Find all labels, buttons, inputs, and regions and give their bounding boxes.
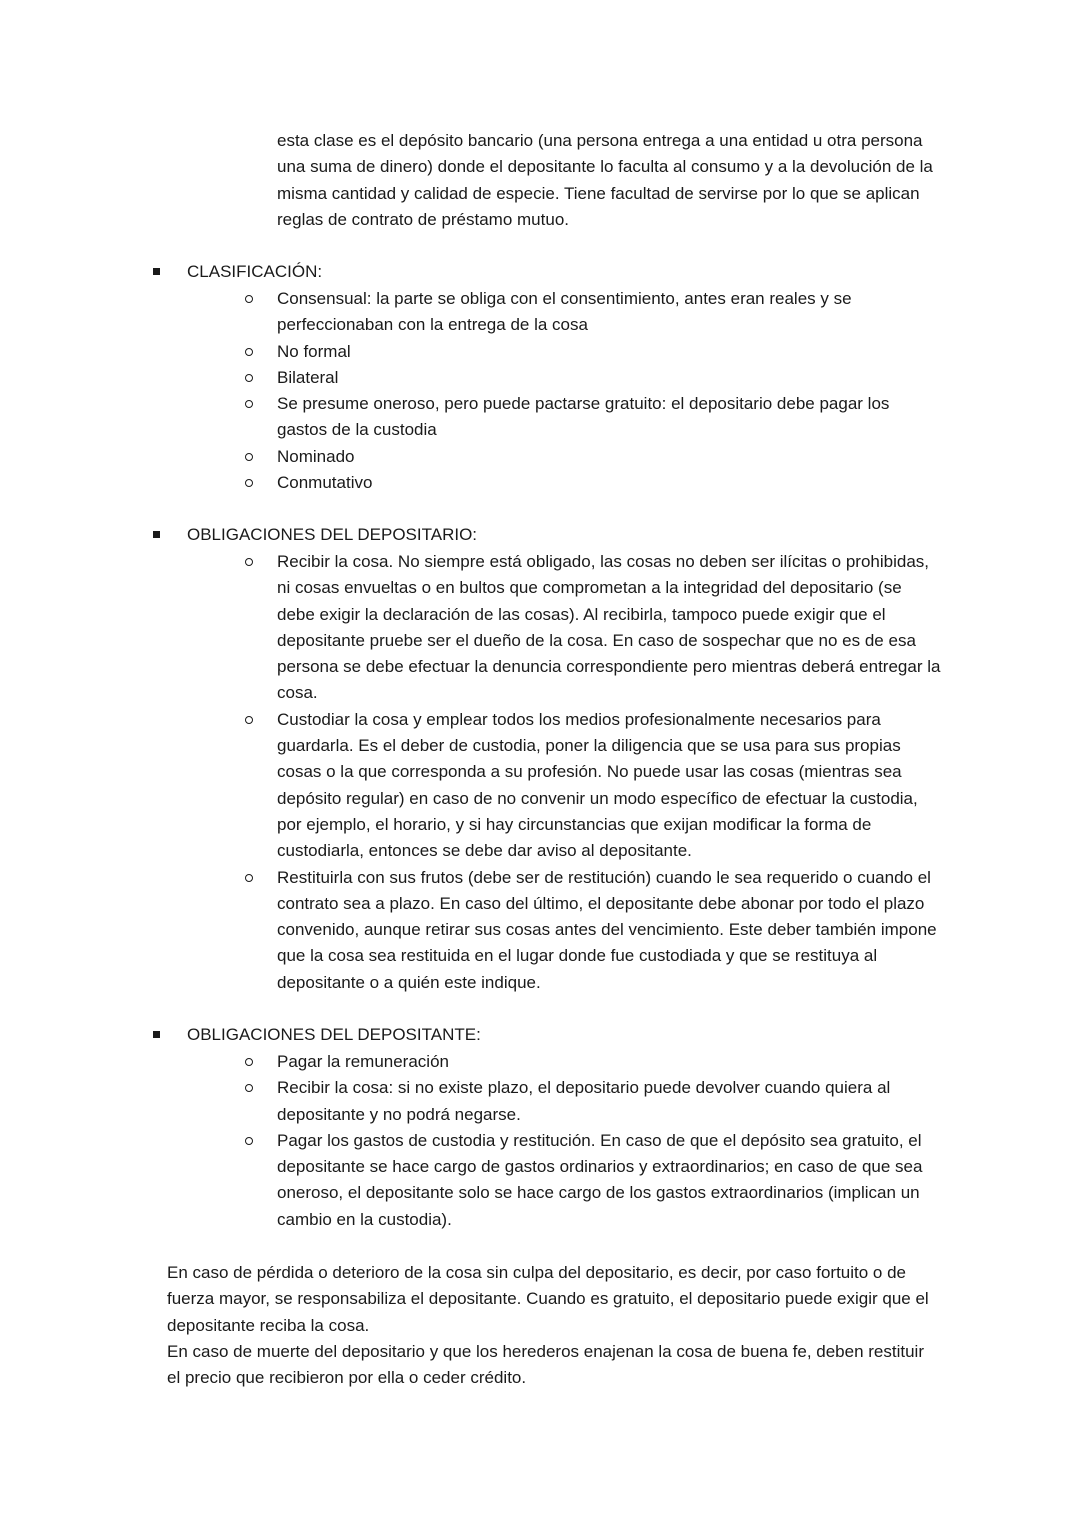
list-item <box>242 391 942 444</box>
item-list <box>242 1049 942 1233</box>
list-item <box>242 707 942 865</box>
list-item <box>242 286 942 339</box>
list-item <box>242 1128 942 1233</box>
list-item-text: Pagar la remuneración <box>277 1052 449 1071</box>
circle-bullet-icon <box>245 295 253 303</box>
circle-bullet-icon <box>245 1084 253 1092</box>
square-bullet-icon <box>153 531 160 538</box>
list-item-text: Custodiar la cosa y emplear todos los medios profesionalmente necesarios para guardarla. Es el deber de custodia, poner la diligencia que se usa para sus propias cosas o la que corresponda a su profesión. No puede usar las cosas (mientras sea depósito regular) en caso de no convenir un modo específico de efectuar la custodia, por ejemplo, el horario, y si hay circunstancias que exijan modificar la forma de custodiarla, entonces se debe dar aviso al depositante. <box>277 709 918 861</box>
circle-bullet-icon <box>245 348 253 356</box>
list-item-text: Consensual: la parte se obliga con el consentimiento, antes eran reales y se perfeccionaban con la entrega de la cosa <box>277 289 852 335</box>
section-title: CLASIFICACIÓN: <box>187 262 323 281</box>
continuation-paragraph: esta clase es el depósito bancario (una persona entrega a una entidad u otra persona una suma de dinero) donde el depositante lo faculta al consumo y a la devolución de la misma cantidad y calidad de especie. Tiene facultad de servirse por lo que se aplican reglas de contrato de préstamo mutuo. <box>277 131 933 229</box>
list-item <box>242 549 942 707</box>
circle-bullet-icon <box>245 374 253 382</box>
circle-bullet-icon <box>245 453 253 461</box>
paragraph: En caso de muerte del depositario y que los herederos enajenan la cosa de buena fe, deben restituir el precio que recibieron por ella o ceder crédito. <box>167 1341 924 1388</box>
circle-bullet-icon <box>245 479 253 487</box>
square-bullet-icon <box>153 268 160 275</box>
circle-bullet-icon <box>245 1058 253 1066</box>
list-item <box>242 865 942 996</box>
list-item-text: Bilateral <box>277 367 339 387</box>
list-item <box>242 1075 942 1128</box>
list-item <box>242 470 942 496</box>
list-item-text: Se presume oneroso, pero puede pactarse gratuito: el depositario debe pagar los gastos de la custodia <box>277 394 890 440</box>
circle-bullet-icon <box>245 400 253 408</box>
circle-bullet-icon <box>245 874 253 882</box>
section-title: OBLIGACIONES DEL DEPOSITANTE: <box>187 1025 481 1044</box>
circle-bullet-icon <box>245 716 253 724</box>
list-item <box>242 339 942 365</box>
list-item <box>242 444 942 470</box>
list-item-text: Recibir la cosa. No siempre está obligado, las cosas no deben ser ilícitas o prohibidas, ni cosas envueltas o en bultos que comprometan a la integridad del depositario (se debe exigir la declaración de las cosas). Al recibirla, tampoco puede exigir que el depositante pruebe ser el dueño de la cosa. En caso de sospechar que no es de esa persona se debe efectuar la denuncia correspondiente pero mientras deberá entregar la cosa. <box>277 552 941 703</box>
paragraph: En caso de pérdida o deterioro de la cosa sin culpa del depositario, es decir, por caso fortuito o de fuerza mayor, se responsabiliza el depositante. Cuando es gratuito, el depositario puede exigir que el depositante reciba la cosa. <box>167 1263 929 1335</box>
circle-bullet-icon <box>245 558 253 566</box>
item-list <box>242 286 942 496</box>
list-item-text: No formal <box>277 341 351 361</box>
section-title: OBLIGACIONES DEL DEPOSITARIO: <box>187 525 478 544</box>
item-list <box>242 549 942 996</box>
list-item-text: Nominado <box>277 446 355 466</box>
list-item <box>242 365 942 391</box>
circle-bullet-icon <box>245 1137 253 1145</box>
list-item-text: Restituirla con sus frutos (debe ser de restitución) cuando le sea requerido o cuando el contrato sea a plazo. En caso del último, el depositante debe abonar por todo el plazo convenido, aunque retirar sus cosas antes del vencimiento. Este deber también impone que la cosa sea restituida en el lugar donde fue custodiada y que se restituya al depositante o a quién este indique. <box>277 867 937 992</box>
list-item-text: Pagar los gastos de custodia y restitución. En caso de que el depósito sea gratuito, el depositante se hace cargo de gastos ordinarios y extraordinarios; en caso de que sea oneroso, el depositante solo se hace cargo de los gastos extraordinarios (implican un cambio en la custodia). <box>277 1130 923 1229</box>
closing-text <box>167 1260 937 1391</box>
list-item <box>242 1049 942 1075</box>
list-item-text: Recibir la cosa: si no existe plazo, el depositario puede devolver cuando quiera al depositante y no podrá negarse. <box>277 1078 891 1124</box>
list-item-text: Conmutativo <box>277 473 373 493</box>
square-bullet-icon <box>153 1031 160 1038</box>
